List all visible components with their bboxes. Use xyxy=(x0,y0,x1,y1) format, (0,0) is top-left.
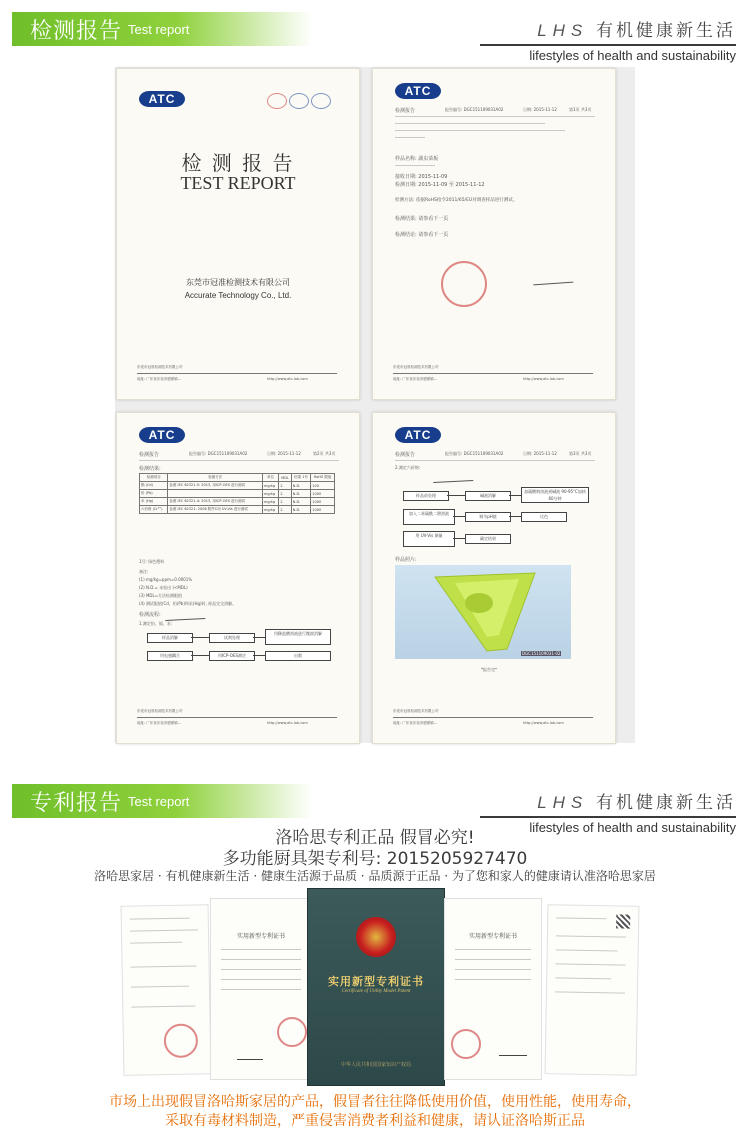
flow-box: 加入二苯碳酰二肼溶液 xyxy=(403,509,455,525)
brand-logo xyxy=(537,16,736,41)
flow-arrow xyxy=(447,495,465,496)
flow-arrow xyxy=(253,655,265,656)
signature xyxy=(237,1049,263,1060)
report-number: 报告编号: DGC151109031A02 xyxy=(445,107,504,112)
section-title: 专利报告 xyxy=(30,791,123,816)
table-cell: N.D. xyxy=(291,506,311,514)
flow-box: 调节pH值 xyxy=(465,512,511,522)
table-cell: 1000 xyxy=(311,490,335,498)
report-label: 检测报告 xyxy=(395,108,416,114)
applicant-extra-line xyxy=(395,137,425,138)
atc-logo: ATC xyxy=(395,427,441,443)
red-seal-stamp xyxy=(277,1017,307,1047)
doc-line xyxy=(130,929,198,931)
report-date: 日期: 2015-11-12 xyxy=(523,451,557,456)
red-seal-stamp xyxy=(441,261,487,307)
table-cell: mg/kg xyxy=(263,506,279,514)
flow-label: 检测流程: xyxy=(139,612,161,618)
report-number: 报告编号: DGC151109031A02 xyxy=(445,451,504,456)
flow-arrow xyxy=(509,495,521,496)
table-header: MDL xyxy=(279,474,291,482)
patent-cert-left[interactable] xyxy=(210,898,312,1080)
footer-web: http://www.atc-lab.com xyxy=(523,377,564,381)
test-conclusion: 检测结论: 请参看下一页 xyxy=(395,232,449,238)
table-cell: 2 xyxy=(279,490,291,498)
doc-line xyxy=(130,942,182,944)
footer-divider xyxy=(393,373,593,374)
table-cell: N.D. xyxy=(291,482,311,490)
section-banner-patent xyxy=(0,772,750,835)
footer-company: 东莞市冠准检测技术有限公司 xyxy=(137,709,183,713)
cert-title: 实用新型专利证书 xyxy=(468,933,517,940)
table-cell: 六价铬 (Cr⁶⁺) xyxy=(140,506,168,514)
doc-line xyxy=(556,949,618,951)
flow-box: 比色 xyxy=(521,512,567,522)
report-date: 日期: 2015-11-12 xyxy=(523,107,557,112)
table-cell: mg/kg xyxy=(263,482,279,490)
section-title-en: Test report xyxy=(128,22,190,37)
table-row xyxy=(140,482,335,490)
table-cell: 2 xyxy=(279,482,291,490)
signature xyxy=(165,608,206,621)
flow-box: 用稀盐酸溶液进行微波消解 xyxy=(265,629,331,645)
table-cell: N.D. xyxy=(291,498,311,506)
footer-web: http://www.atc-lab.com xyxy=(523,721,564,725)
patent-number: 多功能厨具架专利号: 2015205927470 xyxy=(222,849,528,869)
table-cell: 汞 (Hg) xyxy=(140,498,168,506)
table-cell: 1000 xyxy=(311,506,335,514)
header-rule xyxy=(395,116,595,117)
table-header: 检测项目 xyxy=(140,474,168,482)
cnas-seal-icon xyxy=(289,93,309,109)
patent-certificate-cover[interactable] xyxy=(307,888,445,1086)
cover-company-cn: 东莞市冠准检测技术有限公司 xyxy=(186,278,290,287)
patent-slogan: 洛哈思家居 · 有机健康新生活 · 健康生活源于品质 · 品质源于正品 · 为了您和家人的健康请认准洛哈思家居 xyxy=(94,869,656,883)
cert-line xyxy=(221,949,301,950)
sample-product-icon xyxy=(395,565,571,659)
flow-box: 出数 xyxy=(265,651,331,661)
flow-arrow xyxy=(191,655,209,656)
doc-line xyxy=(555,991,625,993)
table-header: 结果 1号 xyxy=(291,474,311,482)
atc-logo: ATC xyxy=(139,91,185,107)
signature xyxy=(499,1045,527,1056)
report-cover-page[interactable] xyxy=(116,68,360,400)
doc-line xyxy=(131,1005,195,1007)
flow-arrow xyxy=(253,637,265,638)
sample-id-line xyxy=(395,165,435,166)
flow-arrow xyxy=(191,637,209,638)
note-line: (4) 测试限值(Cd、铅(Pb)和汞(Hg)时, 样品完全溶解。 xyxy=(139,601,237,606)
footer-divider xyxy=(393,717,593,718)
cover-title-cn: 检 测 报 告 xyxy=(181,151,295,175)
brand-cn: 有机健康新生活 xyxy=(596,793,736,812)
flow-arrow xyxy=(509,516,521,517)
cert-line xyxy=(221,989,301,990)
report-date: 日期: 2015-11-12 xyxy=(267,451,301,456)
flow-box: 碱液消解 xyxy=(465,491,511,501)
patent-headline: 洛哈思专利正品 假冒必究! xyxy=(275,828,475,848)
national-emblem-icon xyxy=(356,917,396,957)
flow-box: 试剂处理 xyxy=(209,633,255,643)
brand-latin: LHS xyxy=(537,21,589,40)
brand-latin: LHS xyxy=(537,793,589,812)
report-page-2[interactable] xyxy=(116,412,360,744)
sample-name: 样品名称: 湖虫菜板 xyxy=(395,156,439,162)
footer-company: 东莞市冠准检测技术有限公司 xyxy=(393,709,439,713)
cert-title: 实用新型专利证书 xyxy=(236,933,285,940)
photo-label: 样品照片: xyxy=(395,557,417,563)
header-rule xyxy=(139,460,339,461)
test-method: 检测方法: 依据RoHS指令2011/65/EU对调查样品进行测试。 xyxy=(395,198,518,203)
note-line: (1) mg/kg=ppm=0.0001% xyxy=(139,577,193,582)
table-header: 检测方法 xyxy=(168,474,263,482)
banner-divider xyxy=(480,816,736,818)
warning-line-1: 市场上出现假冒洛哈斯家居的产品，假冒者往往降低使用价值，使用性能，使用寿命， xyxy=(109,1094,641,1110)
table-row xyxy=(140,490,335,498)
flow-subtitle: 2.测定六价铬: xyxy=(395,465,421,470)
cert-line xyxy=(455,979,531,980)
doc-line xyxy=(131,986,189,988)
table-header: RoHS 限值 xyxy=(311,474,335,482)
report-label: 检测报告 xyxy=(395,452,416,458)
table-cell: 2 xyxy=(279,498,291,506)
report-number: 报告编号: DGC151109031A02 xyxy=(189,451,248,456)
signature xyxy=(533,272,574,286)
atc-logo: ATC xyxy=(139,427,185,443)
brand-cn: 有机健康新生活 xyxy=(596,21,736,40)
certificate-title-en: Certificate of Utility Model Patent xyxy=(341,989,411,994)
flow-box: 样品前处理 xyxy=(403,491,449,501)
doc-line xyxy=(556,935,626,937)
footer-divider xyxy=(137,373,337,374)
warning-line-2: 采取有毒材料制造，严重侵害消费者利益和健康，请认证洛哈斯正品 xyxy=(165,1113,585,1129)
section-title: 检测报告 xyxy=(30,19,123,44)
report-page-1[interactable] xyxy=(372,68,616,400)
table-cell: 参照 IEC 62321-4: 2013, 用ICP-OES 进行测试 xyxy=(168,498,263,506)
patent-doc-far-right[interactable] xyxy=(545,904,640,1076)
report-page-no: 第2页 共3页 xyxy=(313,451,336,456)
flow-box: 用 UV-Vis 测量 xyxy=(403,531,455,547)
report-page-no: 第3页 共3页 xyxy=(569,451,592,456)
footer-company: 东莞市冠准检测技术有限公司 xyxy=(137,365,183,369)
footer-web: http://www.atc-lab.com xyxy=(267,721,308,725)
results-table xyxy=(139,473,335,514)
applicant-line xyxy=(395,123,545,124)
doc-line xyxy=(131,965,197,967)
cert-line xyxy=(455,969,531,970)
footer-address: 地址: 广东省东莞市塘厦镇... xyxy=(137,721,182,725)
table-cell: 2 xyxy=(279,506,291,514)
section-banner-test-report xyxy=(0,0,750,63)
footer-address: 地址: 广东省东莞市塘厦镇... xyxy=(393,721,438,725)
footer-address: 地址: 广东省东莞市塘厦镇... xyxy=(137,377,182,381)
patent-cert-right[interactable] xyxy=(444,898,542,1080)
cert-line xyxy=(221,959,301,960)
certificate-issuer: 中华人民共和国国家知识产权局 xyxy=(340,1062,411,1068)
cert-line xyxy=(455,949,531,950)
footer-divider xyxy=(137,717,337,718)
table-cell: 100 xyxy=(311,482,335,490)
flow-arrow xyxy=(453,538,465,539)
cert-line xyxy=(221,979,301,980)
table-cell: N.D. xyxy=(291,490,311,498)
table-cell: 参照 IEC 62321: 2008 附件C用 UV-Vis 进行测试 xyxy=(168,506,263,514)
report-page-3[interactable] xyxy=(372,412,616,744)
note-line: (2) N.D.= 未检出 (<MDL) xyxy=(139,585,188,590)
photo-caption: DGC151109031-02 xyxy=(522,651,561,656)
doc-line xyxy=(556,917,606,919)
table-cell: 参照 IEC 62321-5: 2013, 用ICP-OES 进行测试 xyxy=(168,482,263,490)
flow-subtitle: 1.测定铅、镉、汞: xyxy=(139,621,173,626)
note-line: (3) MDL=方法检测限值 xyxy=(139,593,183,598)
footer-company: 东莞市冠准检测技术有限公司 xyxy=(393,365,439,369)
report-label: 检测报告 xyxy=(139,452,160,458)
qr-code-icon xyxy=(616,914,630,928)
signature xyxy=(433,470,474,483)
table-cell xyxy=(168,490,263,498)
address-line xyxy=(395,130,565,131)
table-row xyxy=(140,506,335,514)
table-cell: mg/kg xyxy=(263,498,279,506)
section-title-en: Test report xyxy=(128,794,190,809)
red-seal-stamp xyxy=(451,1029,481,1059)
red-seal-stamp xyxy=(164,1023,199,1058)
table-cell: 镉 (Cd) xyxy=(140,482,168,490)
table-cell: mg/kg xyxy=(263,490,279,498)
table-cell: 铅 (Pb) xyxy=(140,490,168,498)
header-rule xyxy=(395,460,595,461)
receive-date: 接收日期: 2015-11-09 xyxy=(395,174,448,180)
doc-line xyxy=(555,963,625,965)
test-result: 检测结果: 请参看下一页 xyxy=(395,216,449,222)
cover-company-en: Accurate Technology Co., Ltd. xyxy=(184,291,292,300)
note-line: 1号: 绿色塑料 xyxy=(139,559,165,564)
brand-logo xyxy=(537,788,736,813)
atc-logo: ATC xyxy=(395,83,441,99)
flow-box: 用ICP-OES测定 xyxy=(209,651,255,661)
flow-box: 加碳酸钠溶液到碱液 90-95°C加热60分钟 xyxy=(521,487,589,503)
flow-box: 样品消解 xyxy=(147,633,193,643)
brand-tagline: lifestyles of health and sustainability xyxy=(529,48,736,63)
flow-box: 用电感耦合 xyxy=(147,651,193,661)
table-row xyxy=(140,498,335,506)
doc-line xyxy=(555,977,611,979)
table-header-row xyxy=(140,474,335,482)
banner-divider xyxy=(480,44,736,46)
table-cell: 1000 xyxy=(311,498,335,506)
cover-title-en: TEST REPORT xyxy=(180,173,296,193)
footer-address: 地址: 广东省东莞市塘厦镇... xyxy=(393,377,438,381)
flow-arrow xyxy=(453,516,465,517)
results-label: 检测结果: xyxy=(139,466,161,472)
flow-box: 确定结果 xyxy=(465,534,511,544)
test-date: 检测日期: 2015-11-09 至 2015-11-12 xyxy=(395,182,485,188)
note-line: 备注: xyxy=(139,569,149,574)
ilac-seal-icon xyxy=(311,93,331,109)
certificate-title: 实用新型专利证书 xyxy=(328,975,424,988)
table-header: 单位 xyxy=(263,474,279,482)
cert-line xyxy=(221,969,301,970)
patent-doc-far-left[interactable] xyxy=(121,904,212,1076)
report-page-no: 第1页 共3页 xyxy=(569,107,592,112)
sample-photo xyxy=(395,565,571,659)
footer-web: http://www.atc-lab.com xyxy=(267,377,308,381)
doc-line xyxy=(130,918,190,920)
cert-line xyxy=(455,959,531,960)
brand-tagline: lifestyles of health and sustainability xyxy=(529,820,736,835)
report-end-note: *报告完* xyxy=(481,667,497,672)
cma-seal-icon xyxy=(267,93,287,109)
